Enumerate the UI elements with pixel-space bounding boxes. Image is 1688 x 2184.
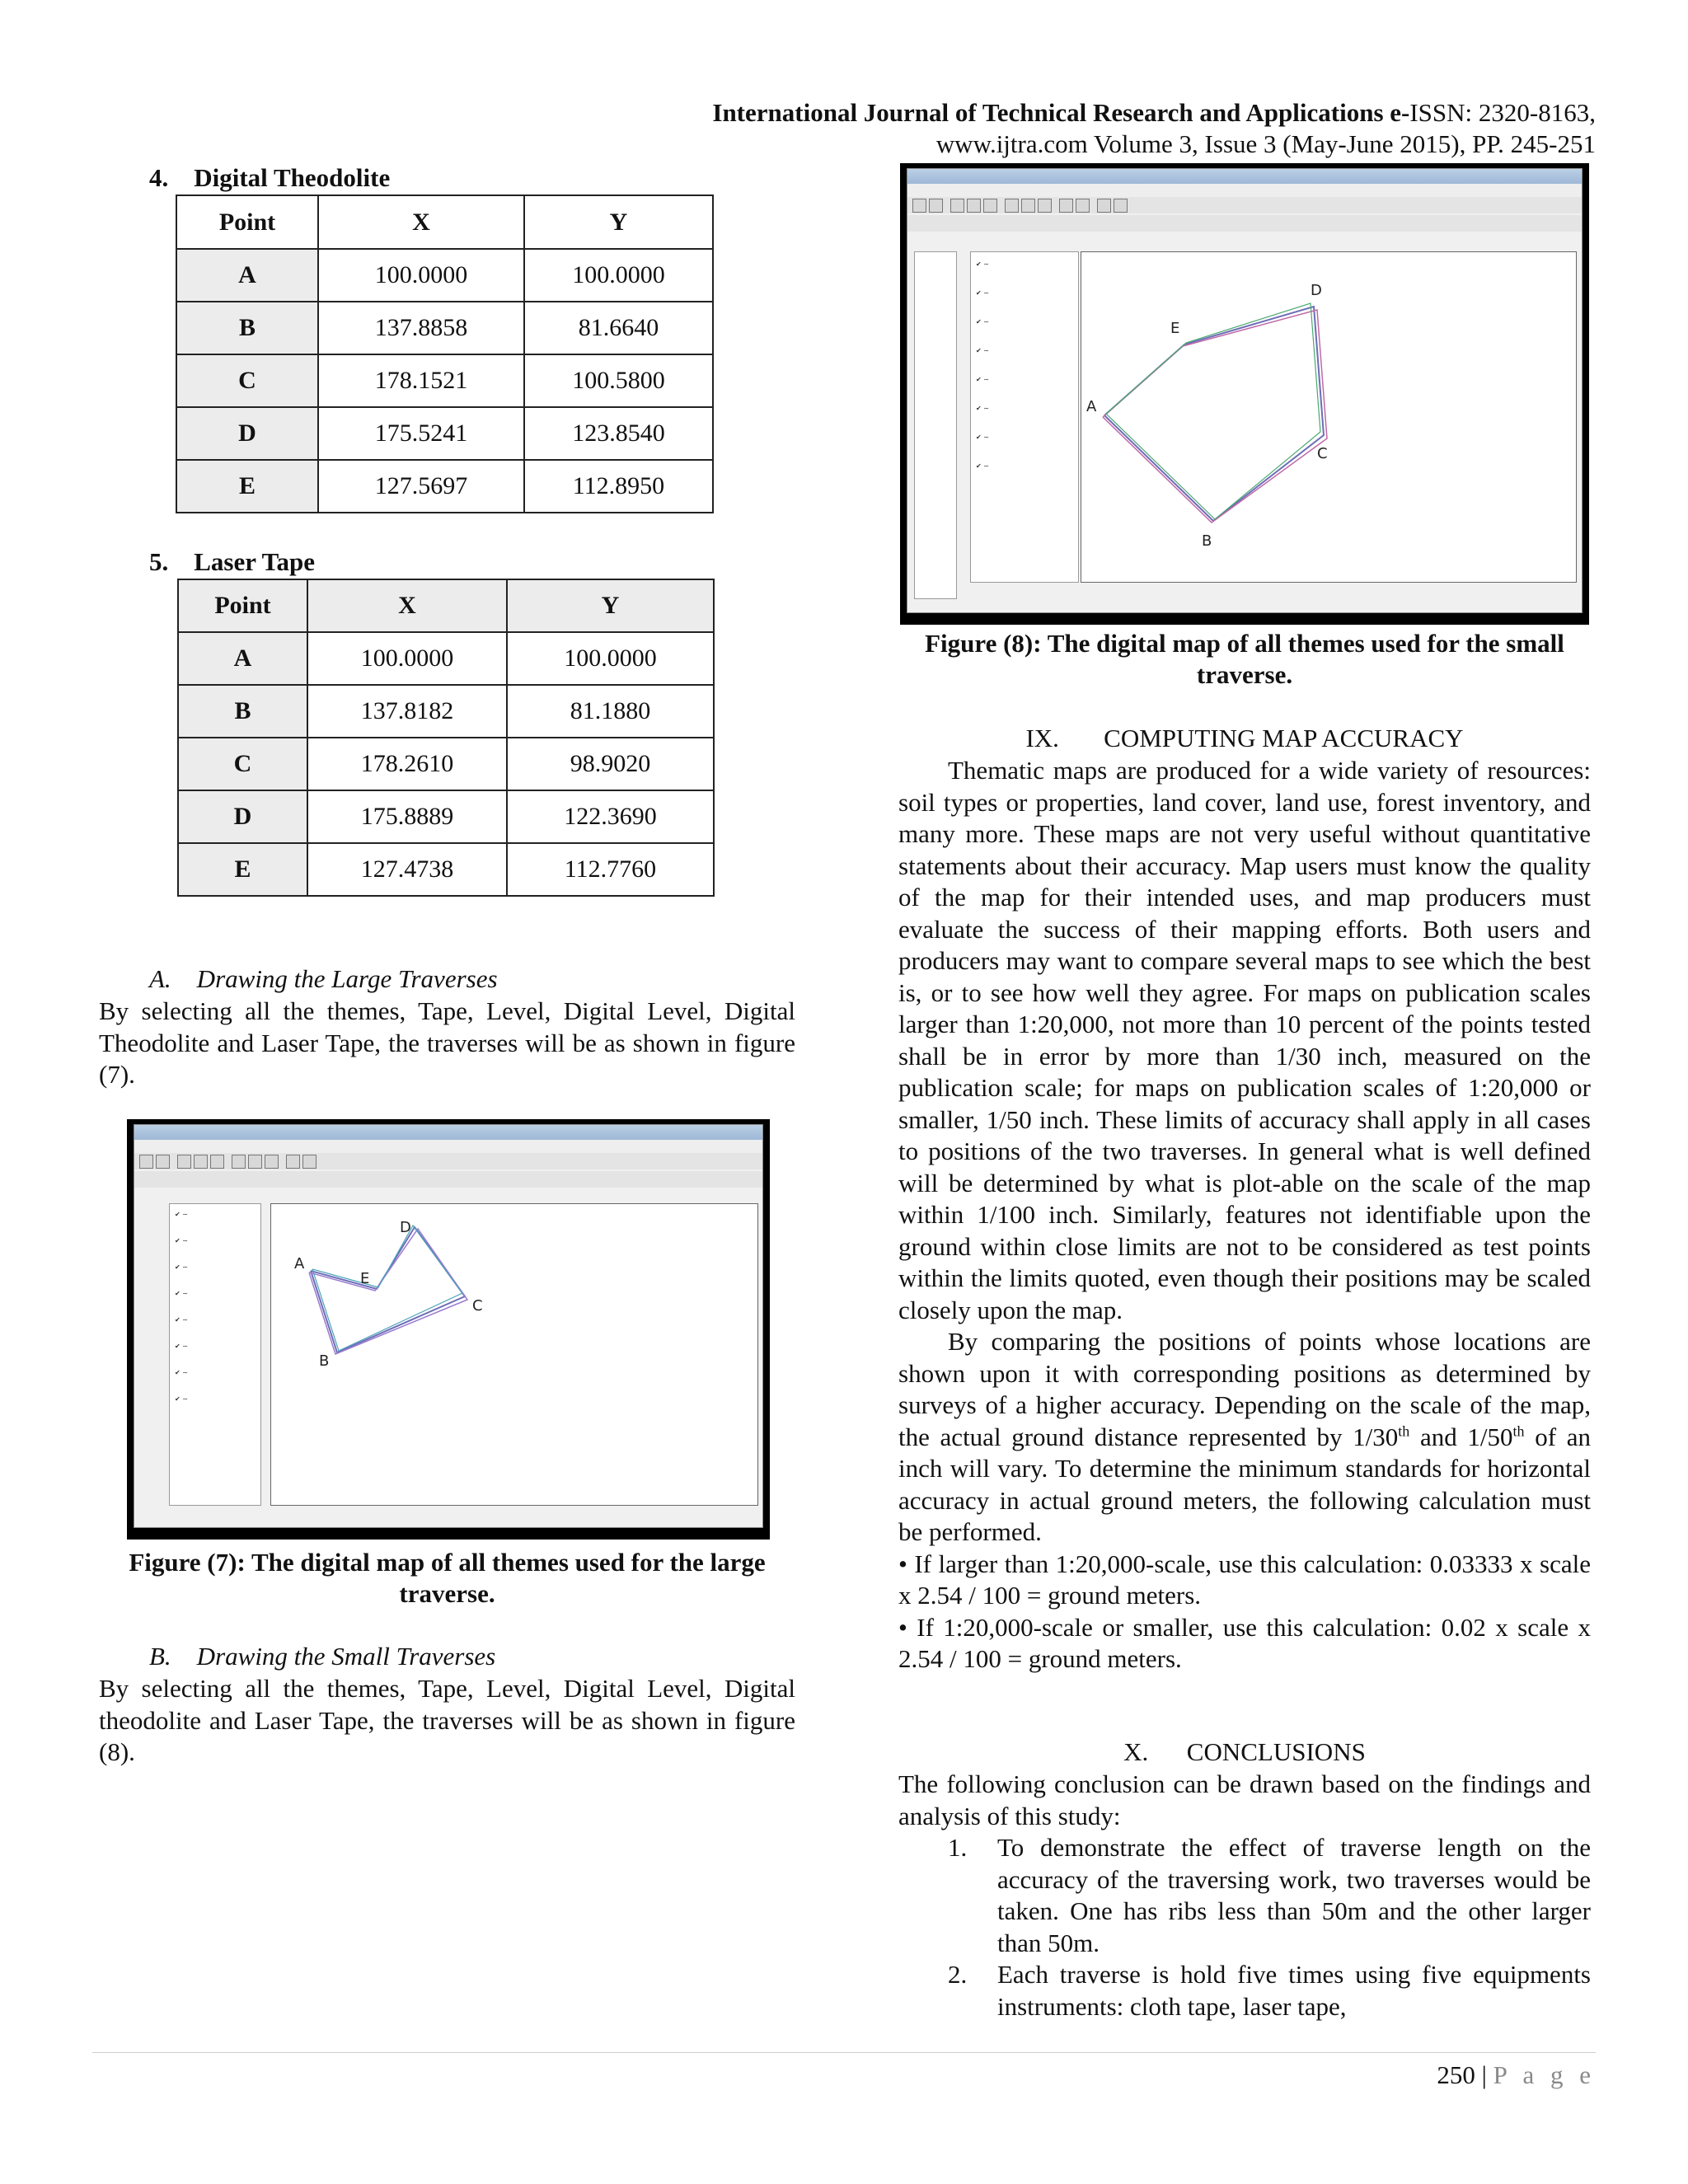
table-of-contents <box>970 251 1079 583</box>
toolbar-button <box>1038 199 1052 213</box>
legend-entry-icon: ✔ ∼ <box>175 1211 188 1218</box>
legend-entry-icon: ✔ ∼ <box>976 347 989 354</box>
point-label-a: A <box>294 1255 305 1272</box>
table-cell-x: 178.2610 <box>307 738 507 790</box>
window-titlebar <box>907 169 1582 184</box>
tool-palette <box>134 1171 762 1188</box>
point-label-b: B <box>1202 532 1212 550</box>
legend-entry-icon: ✔ ∼ <box>175 1290 188 1297</box>
toolbar-button <box>912 199 926 213</box>
subsection-a-heading: A. Drawing the Large Traverses <box>149 964 498 993</box>
table-cell-point: A <box>178 632 307 685</box>
list-item: 1. To demonstrate the effect of traverse length on the accuracy of the traversing work, two traverses would be taken. One has ribs less than 50m and the other larger than 50m. <box>948 1833 1591 1957</box>
journal-header-line2: www.ijtra.com Volume 3, Issue 3 (May-June 2015), PP. 245-251 <box>935 129 1596 158</box>
toolbar-button <box>967 199 981 213</box>
conclusions-list <box>898 1832 1591 2022</box>
journal-header <box>712 97 1596 160</box>
toolbar <box>134 1153 762 1169</box>
table-cell-x: 100.0000 <box>318 249 524 302</box>
table-cell-point: C <box>176 354 318 407</box>
point-label-c: C <box>1317 445 1328 462</box>
legend-entry-icon: ✔ ∼ <box>976 462 989 470</box>
toolbar-button <box>302 1155 316 1169</box>
table-cell-y: 100.0000 <box>507 632 714 685</box>
toolbar-button <box>1059 199 1073 213</box>
section-ix-body <box>898 755 1591 1675</box>
point-label-c: C <box>472 1297 483 1315</box>
figure-7-screenshot <box>127 1119 770 1540</box>
section-ix-paragraph-2: By comparing the positions of points whose locations are shown upon it with corresponding positions as determined by surveys of a higher accuracy. Depending on the scale of the map, the actual ground distance represented by 1/30th and 1/50th of an inch will vary. To determine the minimum standards for horizontal accuracy in actual ground meters, the following calculation must be performed. <box>898 1327 1591 1546</box>
point-label-a: A <box>1086 398 1097 415</box>
table-cell-x: 175.8889 <box>307 790 507 843</box>
legend-entry-icon: ✔ ∼ <box>976 289 989 297</box>
point-label-d: D <box>400 1219 411 1236</box>
table-row <box>178 632 714 685</box>
figure-8-caption: Figure (8): The digital map of all themes used for the small traverse. <box>925 629 1564 689</box>
table-row <box>176 407 713 460</box>
table-cell-x: 127.4738 <box>307 843 507 896</box>
legend-entry-icon: ✔ ∼ <box>976 260 989 268</box>
table-cell-y: 112.8950 <box>524 460 713 513</box>
page-word: P a g e <box>1493 2060 1596 2089</box>
legend-entry-icon: ✔ ∼ <box>175 1395 188 1403</box>
toolbar-button <box>929 199 943 213</box>
legend-entry-icon: ✔ ∼ <box>175 1343 188 1350</box>
traverse-line-1 <box>311 1227 465 1352</box>
menu-bar <box>134 1140 762 1153</box>
table-cell-x: 100.0000 <box>307 632 507 685</box>
legend-entry-icon: ✔ ∼ <box>976 376 989 383</box>
toolbar-button <box>194 1155 208 1169</box>
toolbar <box>907 197 1582 213</box>
point-label-b: B <box>319 1352 330 1370</box>
table-cell-point: A <box>176 249 318 302</box>
list-item: 2. Each traverse is hold five times using five equipments instruments: cloth tape, laser tape, <box>948 1960 1591 2021</box>
journal-header-line1: International Journal of Technical Research and Applications e-ISSN: 2320-8163, <box>712 98 1596 127</box>
legend-entry-icon: ✔ ∼ <box>175 1263 188 1271</box>
table-cell-x: 175.5241 <box>318 407 524 460</box>
table-row <box>178 790 714 843</box>
map-view <box>1081 251 1577 583</box>
legend-entry-icon: ✔ ∼ <box>175 1369 188 1376</box>
page-number: 250 <box>1437 2060 1475 2089</box>
traverse-line-2 <box>309 1229 467 1354</box>
toolbar-button <box>210 1155 224 1169</box>
section-x-body <box>898 1769 1591 2022</box>
menu-bar <box>907 184 1582 197</box>
table-header-y: Y <box>524 195 713 249</box>
table-cell-y: 100.5800 <box>524 354 713 407</box>
table-row <box>176 460 713 513</box>
window-titlebar <box>134 1125 762 1140</box>
toolbar-button <box>156 1155 170 1169</box>
section-4-label: 4. Digital Theodolite <box>149 163 391 192</box>
large-traverse-map <box>271 1204 757 1505</box>
small-traverse-map <box>1081 252 1576 582</box>
section-x-intro: The following conclusion can be drawn based on the findings and analysis of this study: <box>898 1769 1591 1830</box>
toolbar-button <box>139 1155 153 1169</box>
toolbar-button <box>232 1155 246 1169</box>
legend-entry-icon: ✔ ∼ <box>976 318 989 326</box>
legend-entry-icon: ✔ ∼ <box>175 1237 188 1244</box>
toolbar-button <box>177 1155 191 1169</box>
table-header-y: Y <box>507 579 714 632</box>
table-cell-point: B <box>178 685 307 738</box>
toolbar-button <box>248 1155 262 1169</box>
section-x-heading: X. CONCLUSIONS <box>1123 1737 1366 1766</box>
toolbar-button <box>1005 199 1019 213</box>
toolbar-button <box>983 199 997 213</box>
legend-entry-icon: ✔ ∼ <box>976 434 989 441</box>
subsection-a-text: By selecting all the themes, Tape, Level, Digital Level, Digital Theodolite and Laser Tape, the traverses will be as shown in figure (7). <box>99 996 795 1089</box>
toolbar-button <box>286 1155 300 1169</box>
table-cell-point: C <box>178 738 307 790</box>
table-cell-y: 122.3690 <box>507 790 714 843</box>
table-of-contents <box>169 1203 261 1506</box>
arcview-window <box>907 168 1582 613</box>
footer-divider <box>92 2052 1596 2053</box>
toolbar-button <box>950 199 964 213</box>
legend-entry-icon: ✔ ∼ <box>976 405 989 412</box>
table-cell-y: 100.0000 <box>524 249 713 302</box>
table-row <box>176 302 713 354</box>
table-header-point: Point <box>176 195 318 249</box>
table-cell-x: 137.8182 <box>307 685 507 738</box>
point-label-e: E <box>1170 320 1180 337</box>
arcview-window <box>134 1124 763 1528</box>
table-cell-x: 178.1521 <box>318 354 524 407</box>
table-cell-point: D <box>176 407 318 460</box>
table-cell-point: B <box>176 302 318 354</box>
table-cell-point: E <box>176 460 318 513</box>
traverse-line-1 <box>1104 307 1324 521</box>
traverse-line-3 <box>312 1226 462 1351</box>
figure-8-screenshot <box>900 163 1589 625</box>
section-ix-heading: IX. COMPUTING MAP ACCURACY <box>1025 724 1464 752</box>
table-header-point: Point <box>178 579 307 632</box>
toolbar-button <box>1114 199 1128 213</box>
table-cell-y: 81.1880 <box>507 685 714 738</box>
toolbar-button <box>265 1155 279 1169</box>
project-panel <box>914 251 957 599</box>
section-ix-paragraph-1: Thematic maps are produced for a wide variety of resources: soil types or properties, land cover, land use, forest inventory, and many more. These maps are not very useful without quantitative statements about their accuracy. Map users must know the quality of the map for their intended uses, and map producers must evaluate the success of their mapping efforts. Both users and producers may want to compare several maps to see which the best is, or to see how well they agree. For maps on publication scales larger than 1:20,000, not more than 10 percent of the points tested shall be in error by more than 1/30 inch, measured on the publication scale; for maps on publication scales of 1:20,000 or smaller, 1/50 inch. These limits of accuracy shall apply in all cases to positions of the two traverses. In general what is well defined will be determined by what is plot-able on the scale of the map within 1/100 inch. Similarly, features not identifiable upon the ground within close limits are not to be considered as test points within the limits quoted, even though their positions may be scaled closely upon the map. <box>898 756 1591 1324</box>
table-row <box>176 354 713 407</box>
toolbar-button <box>1097 199 1111 213</box>
table-cell-y: 98.9020 <box>507 738 714 790</box>
tool-palette <box>907 215 1582 232</box>
traverse-line-2 <box>1103 310 1327 523</box>
point-label-e: E <box>360 1270 370 1287</box>
table-header-x: X <box>318 195 524 249</box>
table-cell-point: E <box>178 843 307 896</box>
section-ix-bullet-1: • If larger than 1:20,000-scale, use this calculation: 0.03333 x scale x 2.54 / 100 = ground meters. <box>898 1549 1591 1610</box>
page-footer: 250 | P a g e <box>1437 2060 1596 2089</box>
digital-theodolite-table <box>176 194 714 513</box>
subsection-b-text: By selecting all the themes, Tape, Level, Digital Level, Digital theodolite and Laser Tape, the traverses will be as shown in figure (8). <box>99 1674 795 1766</box>
table-cell-point: D <box>178 790 307 843</box>
table-row <box>178 738 714 790</box>
table-row <box>176 249 713 302</box>
table-row <box>178 843 714 896</box>
map-view <box>270 1203 758 1506</box>
point-label-d: D <box>1311 282 1322 299</box>
table-cell-y: 81.6640 <box>524 302 713 354</box>
toolbar-button <box>1021 199 1035 213</box>
table-cell-x: 127.5697 <box>318 460 524 513</box>
table-header-x: X <box>307 579 507 632</box>
table-row <box>178 685 714 738</box>
legend-entry-icon: ✔ ∼ <box>175 1316 188 1324</box>
figure-7-caption: Figure (7): The digital map of all themes used for the large traverse. <box>129 1548 766 1608</box>
table-header-row <box>178 579 714 632</box>
table-cell-x: 137.8858 <box>318 302 524 354</box>
table-cell-y: 112.7760 <box>507 843 714 896</box>
table-header-row <box>176 195 713 249</box>
table-cell-y: 123.8540 <box>524 407 713 460</box>
toolbar-button <box>1076 199 1090 213</box>
laser-tape-table <box>177 579 715 897</box>
section-5-label: 5. Laser Tape <box>149 547 315 576</box>
subsection-b-heading: B. Drawing the Small Traverses <box>149 1642 496 1671</box>
section-ix-bullet-2: • If 1:20,000-scale or smaller, use this calculation: 0.02 x scale x 2.54 / 100 = ground meters. <box>898 1612 1591 1673</box>
